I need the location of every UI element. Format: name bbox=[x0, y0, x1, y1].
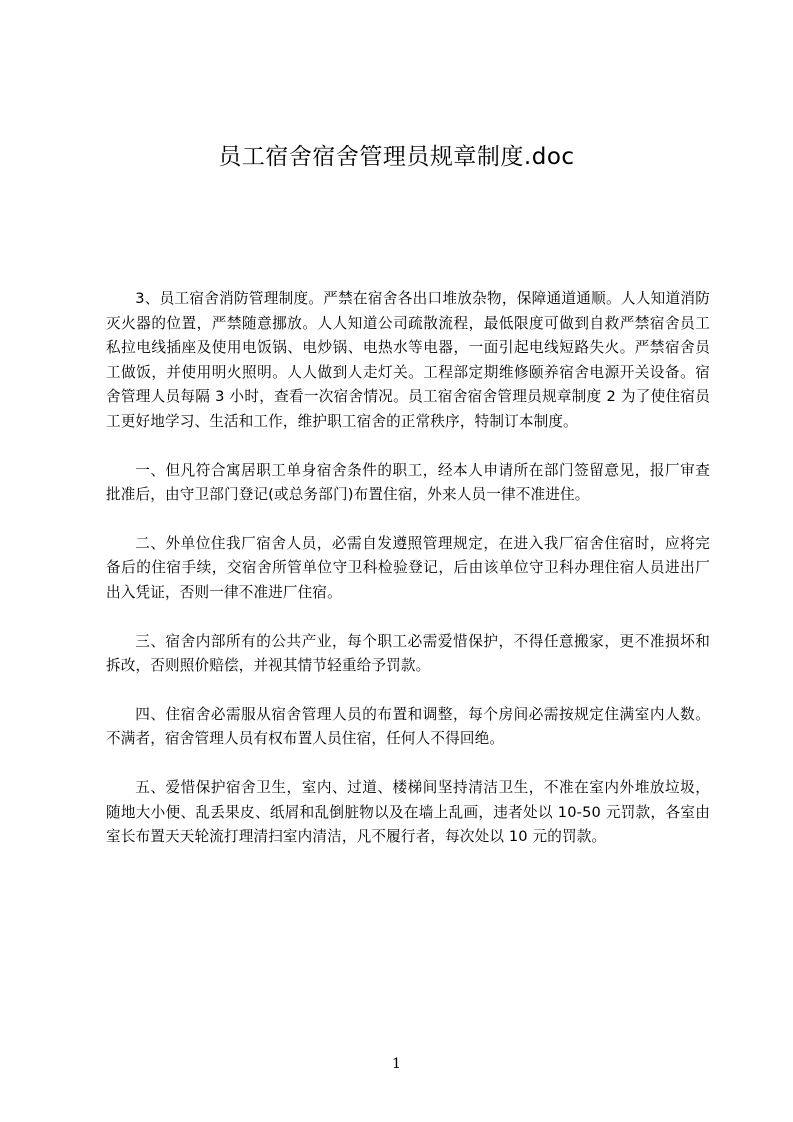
document-title: 员工宿舍宿舍管理员规章制度.doc bbox=[218, 144, 575, 170]
paragraph-rule-3: 三、宿舍内部所有的公共产业，每个职工必需爱惜保护，不得任意搬家，更不准损坏和拆改，否则照价赔偿，并视其情节轻重给予罚款。 bbox=[106, 632, 710, 675]
document-body bbox=[106, 287, 710, 874]
page-number: 1 bbox=[392, 1056, 401, 1072]
paragraph-rule-1: 一、但凡符合寓居职工单身宿舍条件的职工，经本人申请所在部门签留意见，报厂审查批准后，由守卫部门登记(或总务部门)布置住宿，外来人员一律不准进住。 bbox=[106, 461, 710, 504]
paragraph-rule-2: 二、外单位住我厂宿舍人员，必需自发遵照管理规定，在进入我厂宿舍住宿时，应将完备后的住宿手续，交宿舍所管单位守卫科检验登记，后由该单位守卫科办理住宿人员进出厂出入凭证，否则一律不准进厂住宿。 bbox=[106, 534, 710, 601]
paragraph-rule-4: 四、住宿舍必需服从宿舍管理人员的布置和调整，每个房间必需按规定住满室内人数。不满者，宿舍管理人员有权布置人员住宿，任何人不得回绝。 bbox=[106, 705, 710, 748]
paragraph-rule-5: 五、爱惜保护宿舍卫生，室内、过道、楼梯间坚持清洁卫生，不准在室内外堆放垃圾，随地大小便、乱丢果皮、纸屑和乱倒脏物以及在墙上乱画，违者处以 10-50 元罚款，各室由室长布置天天轮流打理清扫室内清洁，凡不履行者，每次处以 10 元的罚款。 bbox=[106, 778, 710, 846]
paragraph-fire-safety: 3、员工宿舍消防管理制度。严禁在宿舍各出口堆放杂物，保障通道通顺。人人知道消防灭火器的位置，严禁随意挪放。人人知道公司疏散流程，最低限度可做到自救严禁宿舍员工私拉电线插座及使用电饭锅、电炒锅、电热水等电器，一面引起电线短路失火。严禁宿舍员工做饭，并使用明火照明。人人做到人走灯关。工程部定期维修颐养宿舍电源开关设备。宿舍管理人员每隔 3 小时，查看一次宿舍情况。员工宿舍宿舍管理员规章制度 2 为了使住宿员工更好地学习、生活和工作，维护职工宿舍的正常秩序，特制订本制度。 bbox=[106, 290, 710, 430]
